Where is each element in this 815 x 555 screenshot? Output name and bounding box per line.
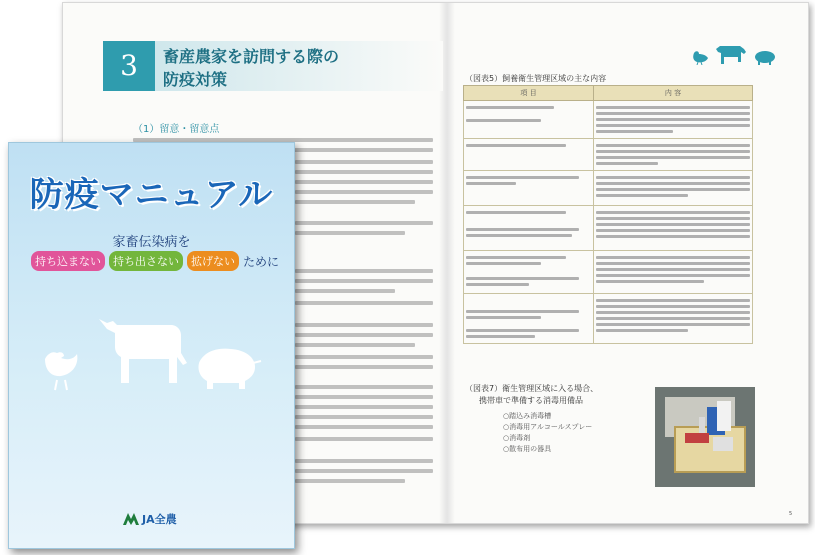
cover-animals [39, 313, 269, 393]
body-text-line [295, 231, 405, 235]
slogan-suffix: ために [243, 254, 280, 269]
body-text-line [295, 343, 415, 347]
cover-title: 防疫マニュアル [29, 175, 274, 215]
body-text-line [295, 289, 395, 293]
body-text-line [295, 395, 433, 399]
equipment-list [503, 411, 592, 455]
body-text-line [295, 365, 433, 369]
slogan-pill-bring-in: 持ち込まない [31, 251, 105, 271]
body-text-line [295, 415, 433, 419]
table1-title: （図表5）飼養衛生管理区域の主な内容 [465, 74, 607, 83]
cow-icon [99, 319, 187, 383]
table-row [464, 206, 753, 251]
disinfection-kit-image [655, 387, 755, 487]
body-text-line [295, 469, 433, 473]
cover-subtitle: 家畜伝染病を [112, 235, 191, 250]
list-item: ○消毒剤 [503, 434, 531, 442]
list-item: ○散布用の器具 [503, 445, 552, 453]
body-text-line [295, 190, 433, 194]
chapter-title-line-1: 畜産農家を訪問する際の [163, 47, 340, 66]
body-text-line [295, 170, 433, 174]
animal-icons [690, 43, 778, 65]
section-heading: （1）留意・留意点 [133, 124, 220, 135]
chicken-icon [45, 352, 77, 390]
chapter-number: 3 [103, 41, 155, 91]
table-row [464, 101, 753, 139]
manual-cover [8, 142, 295, 549]
table2-title-line-2: 携帯車で準備する消毒用備品 [479, 396, 583, 405]
body-text-line [295, 333, 433, 337]
cover-slogan [31, 251, 279, 271]
body-text-line [295, 425, 433, 429]
list-item: ○消毒用アルコールスプレー [503, 423, 593, 431]
page-number: 5 [789, 511, 793, 517]
body-text-line [295, 437, 433, 441]
body-text-line [295, 355, 433, 359]
ja-logo-icon [123, 513, 139, 525]
equipment-photo [655, 387, 755, 487]
list-item: ○踏込み消毒槽 [503, 412, 552, 420]
body-text-line [295, 221, 433, 225]
table-row [464, 294, 753, 344]
table-row [464, 251, 753, 294]
chicken-icon [690, 49, 710, 65]
ja-zennoh-logo [123, 511, 177, 527]
hygiene-table [463, 85, 753, 344]
slogan-pill-take-out: 持ち出さない [109, 251, 183, 271]
table-header-content: 内 容 [594, 86, 753, 101]
table2-title [465, 383, 598, 407]
body-text-line [295, 459, 433, 463]
body-text-line [295, 160, 433, 164]
logo-text: JA全農 [142, 513, 177, 526]
chapter-title-line-2: 防疫対策 [163, 70, 228, 89]
pig-icon [198, 349, 261, 389]
body-text-line [295, 200, 415, 204]
cow-icon [714, 43, 748, 65]
chapter-title [163, 45, 423, 91]
table2-title-line-1: （図表7）衛生管理区域に入る場合、 [465, 384, 599, 393]
table-header-row [464, 86, 753, 101]
body-text-line [295, 323, 433, 327]
pig-icon [752, 49, 778, 65]
table-row [464, 171, 753, 206]
body-text-line [295, 301, 433, 305]
table-row [464, 139, 753, 171]
slogan-pill-spread: 拡げない [187, 251, 239, 271]
table-header-item: 項 目 [464, 86, 594, 101]
body-text-line [295, 180, 433, 184]
body-text-line [295, 279, 433, 283]
body-text-line [295, 479, 405, 483]
body-text-line [295, 269, 433, 273]
body-text-line [295, 405, 433, 409]
body-text-line [295, 385, 433, 389]
